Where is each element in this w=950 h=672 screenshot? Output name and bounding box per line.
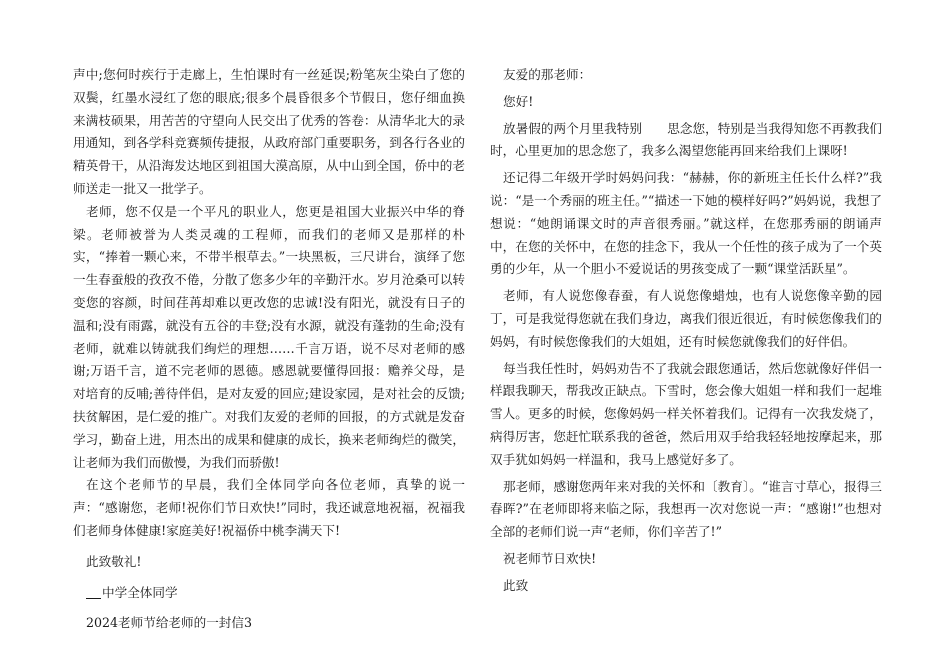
letter-paragraph: 声中;您何时疾行于走廊上，生怕课时有一丝延误;粉笔灰尘染白了您的双鬓，红墨水浸红了您的眼底;很多个晨昏很多个节假日，您仔细血换来满枝硕果，用苦苦的守望向人民交出了优秀的答卷：从清华北大的录用通知，到各学科竞赛频传捷报，从政府部门重要职务，到各行各业的精英骨干，从沿海发达地区到祖国大漠高原，从中山到全国，侨中的老师送走一批又一批学子。 [73,67,465,196]
letter-greeting: 您好! [503,93,534,109]
letter-paragraph: 每当我任性时，妈妈劝告不了我就会跟您通话，然后您就像好伴侣一样跟我聊天，帮我改正缺点。下雪时，您会像大姐姐一样和我们一起堆雪人。更多的时候，您像妈妈一样关怀着我们。记得有一次我发烧了，病得厉害，您赶忙联系我的爸爸，然后用双手给我轻轻地按摩起来，那双手犹如妈妈一样温和，我马上感觉好多了。 [490,360,882,467]
letter-paragraph: 放暑假的两个月里我特别 思念您，特别是当我得知您不再教我们时，心里更加的思念您了，我多么渴望您能再回来给我们上课呀! [490,120,882,159]
right-column [490,64,882,598]
letter-paragraph: 那老师，感谢您两年来对我的关怀和〔教育〕。“谁言寸草心，报得三春晖?”在老师即将来临之际，我想再一次对您说一声：“感谢!”也想对全部的老师们说一声“老师，你们辛苦了!” [490,478,882,540]
letter-wish: 祝老师节日欢快! [503,550,597,566]
letter-signature [73,582,465,605]
next-letter-title: 2024老师节给老师的一封信3 [86,615,253,631]
letter-closing: 此致敬礼! [86,553,142,569]
letter-paragraph: 还记得二年级开学时妈妈问我：“赫赫，你的新班主任长什么样?”我说：“是一个秀丽的班主任。”“描述一下她的模样好吗?”妈妈说，我想了想说：“她朗诵课文时的声音很秀丽。”就这样，在您那秀丽的朗诵声中，在您的关怀中，在您的挂念下，我从一个任性的孩子成为了一个英勇的少年，从一个胆小不爱说话的男孩变成了一颗“课堂活跃星”。 [490,170,882,277]
letter-paragraph: 老师，您不仅是一个平凡的职业人，您更是祖国大业振兴中华的脊梁。老师被誉为人类灵魂的工程师，而我们的老师又是那样的朴实，“捧着一颗心来，不带半根草去。”一块黑板，三尺讲台，演绎了您一生春蚕般的孜孜不倦，分散了您多少年的辛勤汗水。岁月沧桑可以转变您的容颜，时间荏苒却难以更改您的忠诚!没有阳光，就没有日子的温和;没有雨露，就没有五谷的丰登;没有水源，就没有蓬勃的生命;没有老师，就难以铸就我们绚烂的理想……千言万语，说不尽对老师的感谢;万语千言，道不完老师的恩德。感恩就要懂得回报：赡养父母，是对培育的反哺;善待伴侣，是对友爱的回应;建设家园，是对社会的反馈;扶贫解困，是仁爱的推广。对我们友爱的老师的回报，的方式就是发奋学习，勤奋上进，用杰出的成果和健康的成长，换来老师绚烂的微笑，让老师为我们而傲慢，为我们而骄傲! [73,203,465,470]
letter-paragraph: 在这个老师节的早晨，我们全体同学向各位老师，真挚的说一声：“感谢您，老师!祝你们节日欢快!”同时，我还诚意地祝福，祝福我们老师身体健康!家庭美好!祝福侨中桃李满天下! [73,477,465,538]
letter-salutation: 友爱的那老师： [503,67,592,82]
left-column [73,64,465,635]
letter-closing: 此致 [503,577,529,593]
signature-blank [86,584,101,599]
signature-text: 中学全体同学 [102,584,178,600]
letter-paragraph: 老师，有人说您像春蚕，有人说您像蜡烛，也有人说您像辛勤的园丁，可是我觉得您就在我们身边，离我们很近很近，有时候您像我们的妈妈，有时候您像我们的大姐姐，还有时候您就像我们的好伴侣。 [490,288,882,349]
